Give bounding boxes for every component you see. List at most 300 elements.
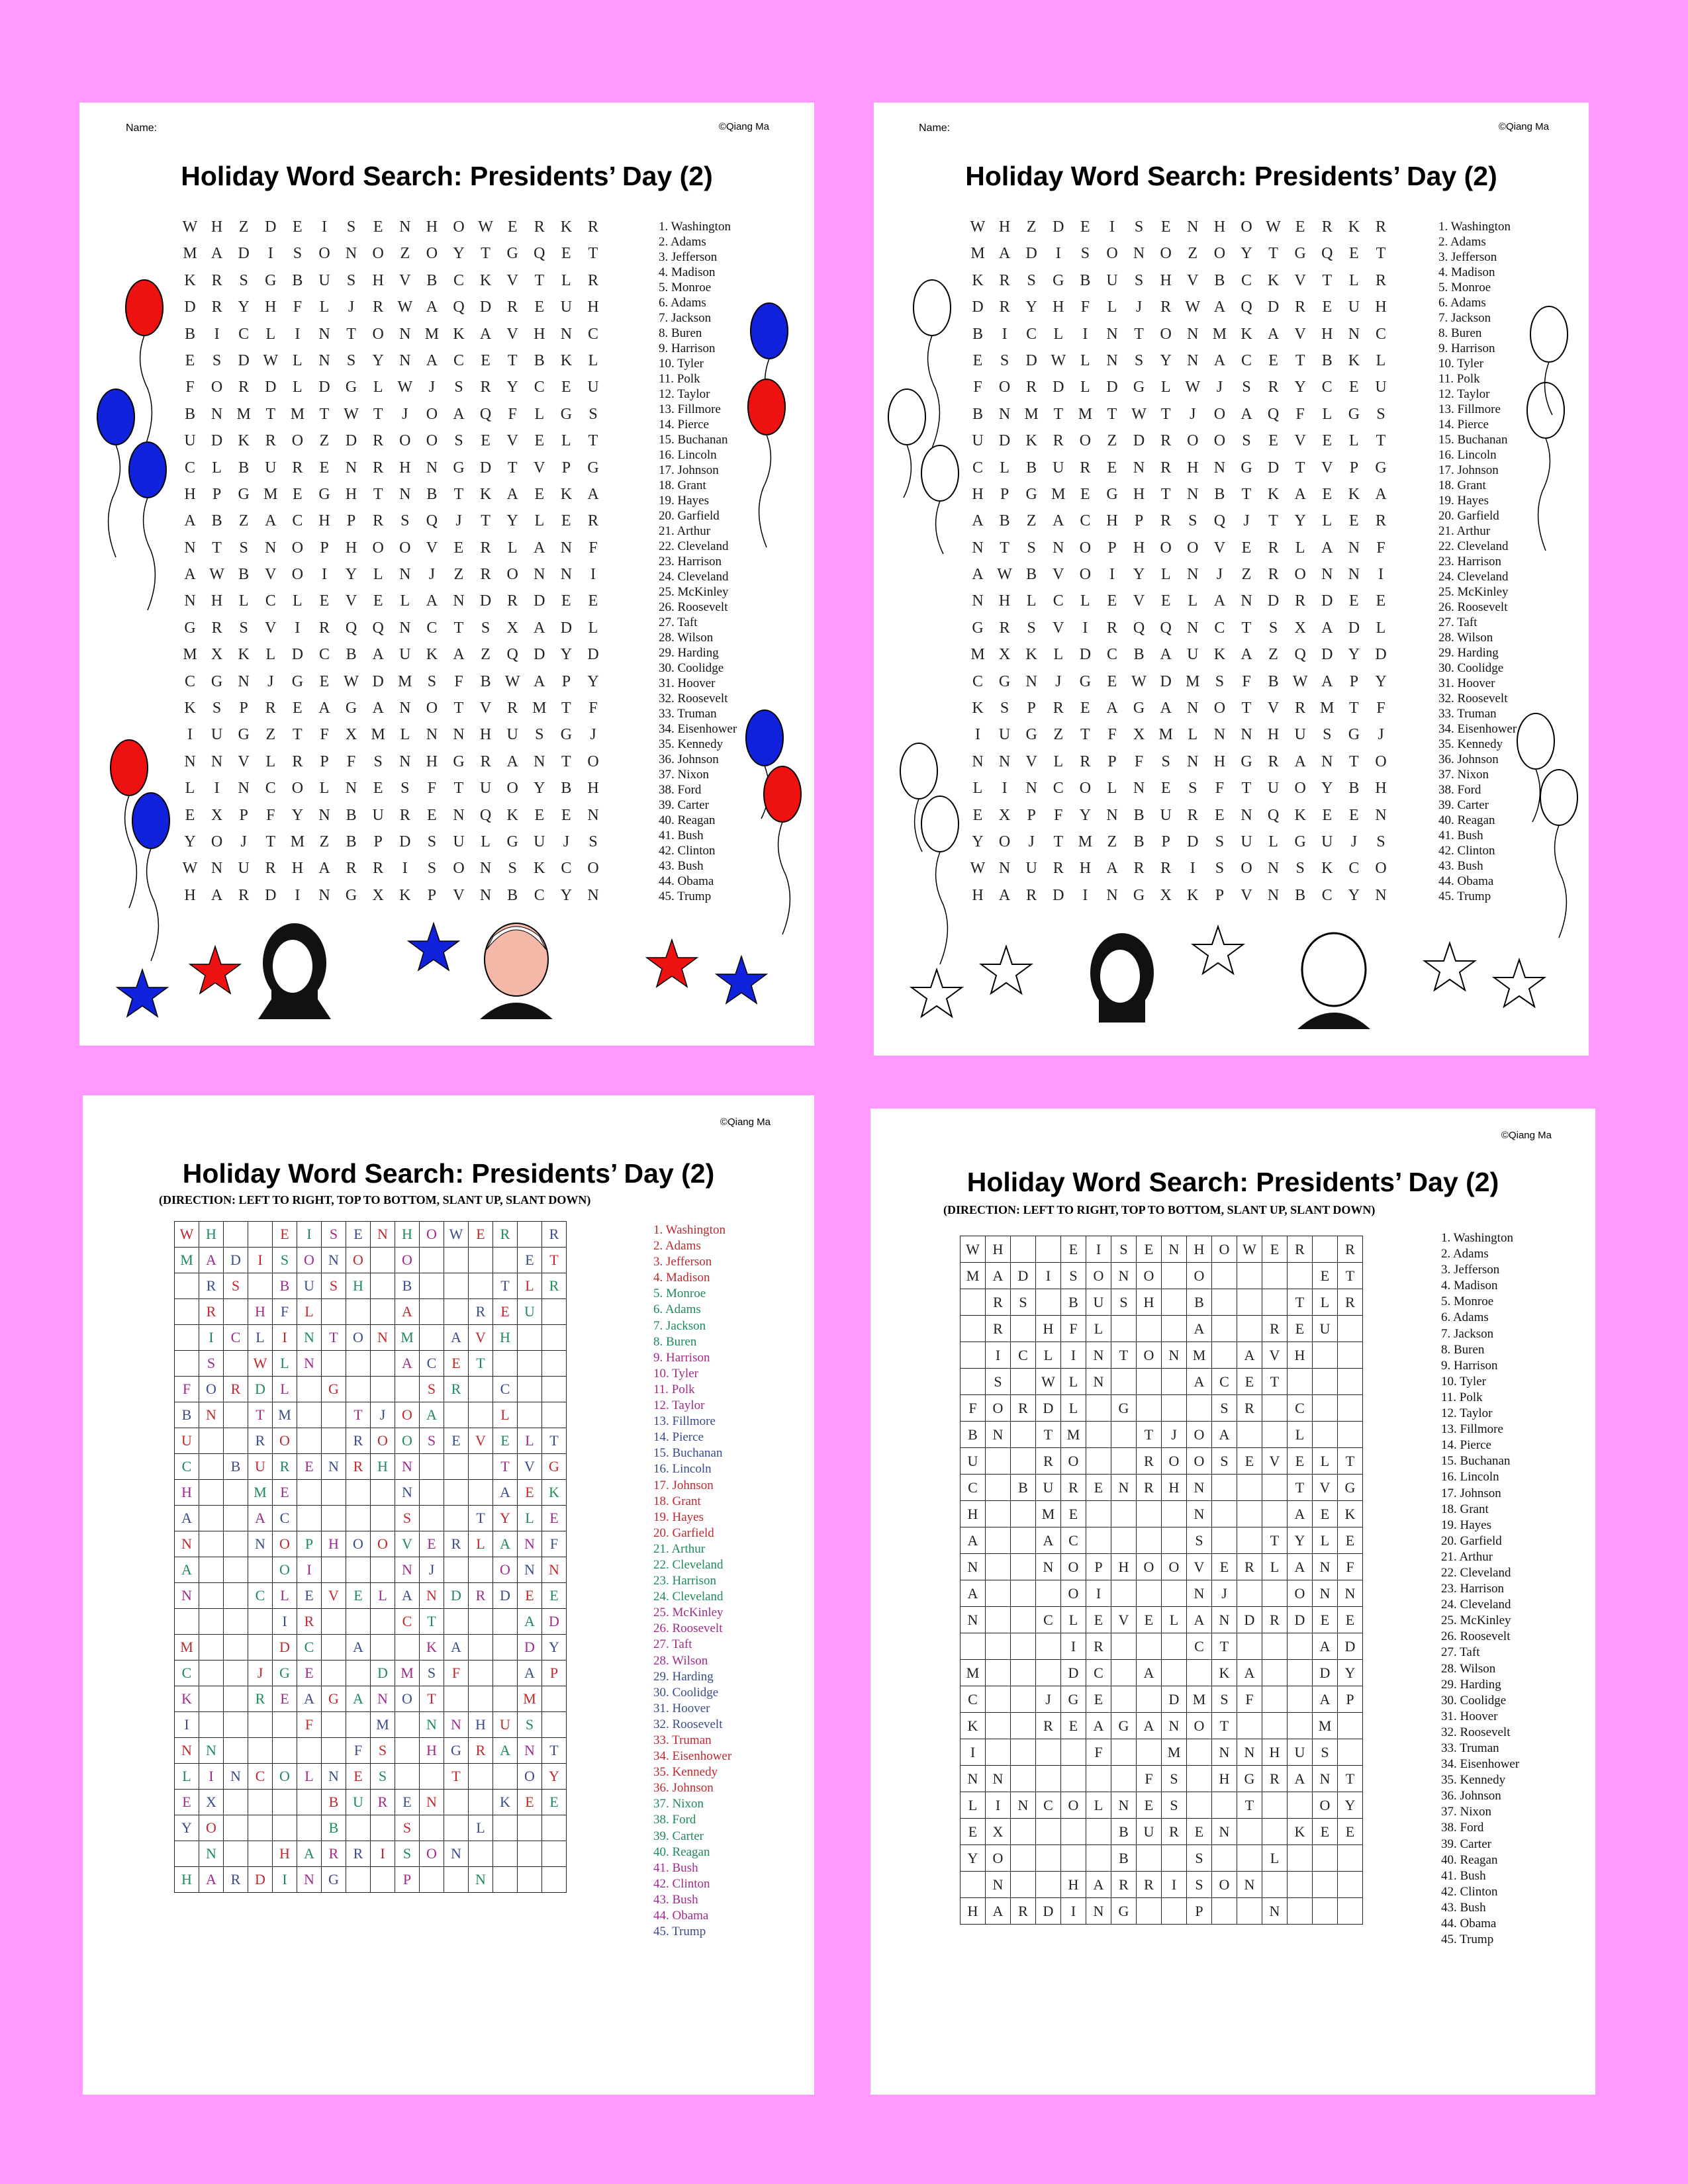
grid-letter: Q: [479, 405, 492, 423]
grid-letter: N: [1213, 726, 1226, 744]
answer-cell: [1036, 1580, 1061, 1607]
grid-letter: L: [293, 379, 303, 396]
answer-cell: A: [1288, 1501, 1313, 1527]
grid-letter: E: [185, 806, 195, 824]
grid-letter: S: [346, 351, 356, 369]
grid-letter: J: [1243, 512, 1250, 530]
grid-letter: A: [1267, 325, 1280, 343]
answer-cell: E: [518, 1480, 542, 1506]
answer-cell: [1237, 1475, 1262, 1501]
word-list-item: 11. Polk: [1438, 372, 1480, 386]
grid-letter: R: [1053, 860, 1064, 878]
grid-letter: B: [1348, 780, 1360, 797]
answer-cell: V: [1187, 1554, 1212, 1580]
answer-cell: Y: [961, 1845, 986, 1872]
grid-letter: R: [211, 271, 222, 289]
answer-cell: [1036, 1766, 1061, 1792]
grid-letter: N: [1025, 780, 1037, 797]
answer-cell: [1011, 1580, 1036, 1607]
answer-cell: N: [1187, 1501, 1212, 1527]
grid-letter: P: [1027, 806, 1036, 824]
word-list-item: 18. Grant: [1441, 1502, 1489, 1516]
grid-letter: N: [318, 351, 330, 369]
grid-letter: O: [426, 405, 438, 423]
grid-letter: V: [1294, 271, 1306, 289]
grid-letter: U: [1106, 271, 1118, 289]
balloon-icon: [888, 389, 925, 445]
answer-cell: F: [175, 1377, 199, 1402]
grid-letter: H: [587, 780, 599, 797]
grid-letter: I: [214, 325, 220, 343]
grid-letter: O: [506, 566, 518, 584]
answer-cell: G: [322, 1867, 346, 1893]
answer-cell: [444, 1454, 469, 1480]
word-list-item: 34. Eisenhower: [1438, 722, 1517, 736]
answer-cell: I: [1061, 1342, 1086, 1369]
grid-letter: A: [211, 886, 223, 904]
answer-cell: R: [1162, 1819, 1187, 1845]
grid-letter: T: [1376, 432, 1386, 450]
answer-cell: [273, 1815, 297, 1841]
answer-cell: I: [1086, 1236, 1111, 1263]
grid-letter: O: [372, 539, 384, 557]
word-list-item: 11. Polk: [659, 372, 700, 386]
grid-letter: M: [970, 245, 985, 263]
answer-cell: [346, 1351, 371, 1377]
answer-cell: [1187, 1792, 1212, 1819]
grid-letter: C: [534, 886, 545, 904]
grid-letter: B: [507, 886, 518, 904]
grid-letter: R: [1053, 700, 1064, 717]
answer-cell: L: [273, 1377, 297, 1402]
answer-cell: F: [1137, 1766, 1162, 1792]
word-list-item: 14. Pierce: [1441, 1438, 1491, 1453]
answer-cell: D: [1313, 1660, 1338, 1686]
grid-letter: H: [1160, 271, 1172, 289]
grid-letter: N: [399, 351, 411, 369]
answer-cell: M: [961, 1660, 986, 1686]
grid-letter: H: [265, 298, 277, 316]
grid-letter: N: [318, 325, 330, 343]
grid-letter: S: [1215, 833, 1225, 850]
answer-cell: T: [469, 1506, 493, 1531]
balloon-icon: [1527, 383, 1564, 438]
grid-letter: D: [372, 672, 384, 690]
grid-letter: N: [587, 886, 599, 904]
answer-cell: [493, 1764, 518, 1790]
grid-letter: W: [1051, 351, 1066, 369]
grid-letter: D: [1053, 886, 1064, 904]
word-list-item: 4. Madison: [1438, 265, 1495, 279]
answer-cell: R: [224, 1377, 248, 1402]
grid-letter: R: [507, 700, 518, 717]
grid-letter: N: [399, 325, 411, 343]
answer-cell: [1011, 1316, 1036, 1342]
answer-cell: T: [1288, 1475, 1313, 1501]
answer-cell: I: [297, 1557, 322, 1583]
answer-row: [961, 1448, 1363, 1475]
grid-letter: N: [318, 806, 330, 824]
answer-cell: [1338, 1422, 1363, 1448]
grid-letter: V: [265, 566, 277, 584]
grid-letter: U: [479, 780, 492, 797]
answer-cell: [1338, 1395, 1363, 1422]
answer-cell: [469, 1661, 493, 1686]
grid-letter: E: [1349, 512, 1359, 530]
answer-cell: [1011, 1845, 1036, 1872]
answer-cell: O: [297, 1248, 322, 1273]
grid-letter: O: [1187, 432, 1199, 450]
grid-letter: S: [1134, 351, 1144, 369]
answer-cell: [444, 1299, 469, 1325]
answer-cell: L: [297, 1764, 322, 1790]
answer-cell: U: [1086, 1289, 1111, 1316]
answer-cell: [1338, 1739, 1363, 1766]
answer-cell: A: [346, 1686, 371, 1712]
grid-letter: R: [1268, 752, 1279, 770]
answer-cell: Y: [1338, 1792, 1363, 1819]
answer-cell: O: [1212, 1236, 1237, 1263]
word-list-item: 1. Washington: [653, 1223, 726, 1237]
answer-cell: O: [986, 1395, 1011, 1422]
grid-letter: N: [345, 245, 357, 263]
grid-letter: B: [972, 405, 983, 423]
word-list-item: 10. Tyler: [1438, 357, 1483, 371]
grid-letter: N: [238, 780, 250, 797]
grid-letter: V: [345, 592, 357, 610]
grid-letter: C: [453, 271, 464, 289]
balloon-icon: [921, 445, 959, 501]
grid-letter: A: [534, 619, 545, 637]
answer-cell: B: [395, 1273, 420, 1299]
grid-letter: A: [426, 592, 438, 610]
grid-letter: R: [1080, 752, 1091, 770]
answer-cell: [1086, 1845, 1111, 1872]
answer-cell: E: [1187, 1819, 1212, 1845]
answer-cell: [1111, 1660, 1137, 1686]
grid-letter: Y: [587, 672, 599, 690]
answer-cell: [1338, 1316, 1363, 1342]
grid-letter: U: [1321, 833, 1333, 850]
answer-cell: [1011, 1501, 1036, 1527]
grid-letter: K: [426, 646, 438, 664]
answer-cell: C: [1086, 1660, 1111, 1686]
grid-letter: S: [1188, 780, 1197, 797]
grid-letter: U: [1348, 298, 1360, 316]
answer-cell: E: [273, 1480, 297, 1506]
grid-letter: K: [1241, 325, 1252, 343]
answer-cell: C: [1061, 1527, 1086, 1554]
answer-cell: L: [469, 1531, 493, 1557]
answer-cell: D: [1338, 1633, 1363, 1660]
answer-cell: [199, 1557, 224, 1583]
grid-letter: I: [267, 245, 273, 263]
grid-letter: N: [399, 700, 411, 717]
grid-letter: B: [1214, 271, 1225, 289]
answer-cell: E: [1313, 1263, 1338, 1289]
grid-letter: E: [427, 806, 437, 824]
grid-letter: G: [453, 459, 465, 477]
answer-cell: [1262, 1289, 1288, 1316]
grid-letter: N: [453, 806, 465, 824]
word-list-item: 26. Roosevelt: [1438, 600, 1508, 614]
answer-cell: N: [1187, 1580, 1212, 1607]
washington-portrait-icon: [480, 923, 553, 1019]
answer-cell: R: [493, 1222, 518, 1248]
answer-cell: C: [224, 1325, 248, 1351]
grid-letter: T: [265, 833, 276, 850]
word-list-item: 6. Adams: [653, 1302, 701, 1317]
word-list-item: 22. Cleveland: [659, 539, 729, 553]
grid-letter: N: [1025, 672, 1037, 690]
answer-cell: T: [1212, 1713, 1237, 1739]
answer-cell: O: [1212, 1872, 1237, 1898]
grid-letter: Z: [1053, 726, 1064, 744]
grid-letter: S: [400, 780, 410, 797]
grid-letter: S: [1376, 405, 1385, 423]
grid-letter: N: [211, 405, 223, 423]
answer-cell: S: [224, 1273, 248, 1299]
word-list-item: 9. Harrison: [653, 1350, 710, 1365]
grid-letter: S: [346, 271, 356, 289]
grid-letter: A: [318, 860, 330, 878]
answer-cell: [1288, 1713, 1313, 1739]
answer-cell: T: [542, 1738, 567, 1764]
grid-letter: T: [373, 405, 383, 423]
answer-cell: R: [1338, 1236, 1363, 1263]
grid-letter: R: [507, 298, 518, 316]
grid-letter: T: [1268, 245, 1278, 263]
word-list-item: 12. Taylor: [653, 1398, 705, 1413]
grid-letter: U: [1160, 806, 1172, 824]
answer-cell: A: [1313, 1633, 1338, 1660]
grid-letter: K: [1267, 271, 1280, 289]
answer-cell: O: [1187, 1448, 1212, 1475]
answer-cell: [224, 1531, 248, 1557]
grid-letter: C: [972, 459, 983, 477]
answer-cell: C: [1011, 1342, 1036, 1369]
answer-cell: A: [1187, 1607, 1212, 1633]
word-list-item: 37. Nixon: [659, 768, 709, 782]
answer-cell: N: [1162, 1236, 1187, 1263]
grid-letter: U: [1375, 379, 1387, 396]
grid-letter: S: [1242, 379, 1251, 396]
grid-letter: W: [997, 566, 1012, 584]
answer-row: [175, 1428, 567, 1454]
word-list-item: 27. Taft: [653, 1637, 692, 1652]
direction-text: (DIRECTION: LEFT TO RIGHT, TOP TO BOTTOM, SLANT UP, SLANT DOWN): [159, 1193, 591, 1206]
grid-letter: V: [426, 539, 438, 557]
grid-letter: S: [1134, 218, 1144, 236]
answer-cell: [961, 1316, 986, 1342]
answer-cell: [1288, 1845, 1313, 1872]
grid-letter: G: [506, 245, 518, 263]
answer-cell: [322, 1428, 346, 1454]
word-list-item: 10. Tyler: [659, 357, 704, 371]
answer-cell: A: [1212, 1422, 1237, 1448]
answer-row: [961, 1739, 1363, 1766]
answer-cell: [1237, 1289, 1262, 1316]
grid-letter: Q: [345, 619, 357, 637]
word-list-item: 17. Johnson: [659, 463, 719, 477]
grid-letter: Z: [1188, 245, 1198, 263]
grid-letter: R: [373, 298, 384, 316]
grid-letter: P: [320, 752, 329, 770]
grid-letter: V: [1053, 566, 1064, 584]
grid-letter: N: [426, 459, 438, 477]
grid-letter: Q: [453, 298, 465, 316]
answer-cell: [1237, 1501, 1262, 1527]
word-list-item: 21. Arthur: [1438, 524, 1491, 538]
grid-letter: E: [373, 780, 383, 797]
word-list-item: 14. Pierce: [653, 1430, 704, 1445]
answer-cell: [297, 1815, 322, 1841]
answer-cell: D: [1036, 1395, 1061, 1422]
grid-letter: N: [1321, 752, 1333, 770]
answer-cell: T: [1137, 1422, 1162, 1448]
grid-letter: D: [265, 379, 277, 396]
grid-letter: R: [265, 700, 276, 717]
grid-letter: B: [346, 806, 357, 824]
grid-letter: D: [972, 298, 984, 316]
grid-letter: X: [1160, 886, 1172, 904]
word-list-item: 42. Clinton: [1438, 844, 1495, 858]
answer-cell: [248, 1635, 273, 1661]
grid-letter: P: [1000, 485, 1009, 503]
grid-letter: T: [1241, 700, 1252, 717]
grid-letter: N: [184, 539, 196, 557]
grid-letter: Z: [1026, 218, 1037, 236]
answer-cell: [1061, 1766, 1086, 1792]
word-list-item: 31. Hoover: [1441, 1709, 1498, 1723]
word-list-item: 10. Tyler: [653, 1366, 698, 1381]
grid-letter: N: [560, 539, 573, 557]
grid-letter: G: [560, 405, 573, 423]
answer-cell: [199, 1661, 224, 1686]
answer-cell: [1187, 1660, 1212, 1686]
grid-letter: R: [1268, 539, 1279, 557]
answer-cell: [322, 1351, 346, 1377]
grid-letter: X: [998, 806, 1011, 824]
grid-letter: W: [504, 672, 520, 690]
answer-cell: W: [1036, 1369, 1061, 1395]
answer-cell: H: [493, 1325, 518, 1351]
answer-cell: M: [1036, 1501, 1061, 1527]
answer-cell: L: [273, 1351, 297, 1377]
grid-letter: Q: [534, 245, 545, 263]
grid-letter: O: [1375, 752, 1387, 770]
answer-cell: [199, 1531, 224, 1557]
answer-cell: [1162, 1395, 1187, 1422]
answer-cell: I: [1061, 1633, 1086, 1660]
answer-cell: N: [1111, 1475, 1137, 1501]
answer-cell: [224, 1506, 248, 1531]
answer-cell: C: [961, 1686, 986, 1713]
grid-letter: A: [1321, 539, 1333, 557]
grid-letter: I: [322, 566, 327, 584]
answer-row: [175, 1609, 567, 1635]
word-list-item: 20. Garfield: [659, 509, 720, 523]
answer-row: [175, 1841, 567, 1867]
grid-letter: F: [293, 298, 303, 316]
grid-letter: E: [1268, 432, 1278, 450]
grid-letter: I: [1055, 245, 1061, 263]
grid-letter: Z: [265, 726, 276, 744]
grid-letter: S: [239, 539, 248, 557]
answer-cell: [420, 1325, 444, 1351]
word-list-item: 29. Harding: [659, 646, 719, 660]
word-list-item: 26. Roosevelt: [659, 600, 728, 614]
grid-letter: G: [238, 485, 250, 503]
answer-cell: [1288, 1633, 1313, 1660]
grid-letter: A: [998, 886, 1011, 904]
answer-row: [175, 1273, 567, 1299]
answer-cell: [420, 1815, 444, 1841]
word-list-item: 28. Wilson: [659, 631, 714, 645]
answer-cell: [1262, 1422, 1288, 1448]
grid-letter: A: [1053, 512, 1064, 530]
grid-letter: N: [211, 752, 223, 770]
grid-letter: U: [184, 432, 196, 450]
grid-letter: O: [1213, 245, 1226, 263]
word-list: [653, 1222, 731, 1940]
grid-letter: E: [972, 351, 983, 369]
answer-cell: O: [1313, 1792, 1338, 1819]
grid-letter: D: [1267, 592, 1280, 610]
grid-letter: M: [290, 405, 305, 423]
grid-letter: F: [1215, 780, 1225, 797]
answer-cell: [1212, 1501, 1237, 1527]
grid-letter: M: [290, 833, 305, 850]
grid-letter: O: [506, 780, 518, 797]
grid-letter: H: [1267, 726, 1280, 744]
answer-cell: [1086, 1422, 1111, 1448]
answer-cell: [1338, 1369, 1363, 1395]
grid-letter: A: [506, 752, 518, 770]
worksheet-bw: [874, 103, 1589, 1056]
word-list-item: 30. Coolidge: [653, 1685, 719, 1700]
word-list-item: 2. Adams: [653, 1239, 701, 1253]
grid-letter: G: [1079, 672, 1092, 690]
answer-cell: P: [1187, 1898, 1212, 1925]
answer-cell: L: [518, 1273, 542, 1299]
answer-cell: O: [395, 1248, 420, 1273]
answer-cell: N: [518, 1738, 542, 1764]
lincoln-portrait-icon: [1090, 933, 1154, 1023]
grid-letter: O: [426, 700, 438, 717]
answer-cell: V: [469, 1325, 493, 1351]
word-list-item: 36. Johnson: [1441, 1789, 1501, 1803]
word-list-item: 4. Madison: [659, 265, 716, 279]
answer-cell: R: [444, 1531, 469, 1557]
grid-letter: Y: [291, 806, 304, 824]
word-list-item: 19. Hayes: [1438, 494, 1489, 508]
word-list-item: 45. Trump: [1441, 1933, 1494, 1947]
answer-cell: D: [1237, 1607, 1262, 1633]
answer-cell: N: [175, 1738, 199, 1764]
answer-cell: H: [371, 1454, 395, 1480]
answer-cell: [444, 1815, 469, 1841]
grid-letter: S: [481, 619, 491, 637]
copyright: ©Qiang Ma: [720, 1116, 771, 1128]
answer-cell: B: [961, 1422, 986, 1448]
grid-letter: L: [373, 379, 383, 396]
grid-letter: C: [265, 592, 276, 610]
answer-cell: [1162, 1845, 1187, 1872]
answer-cell: [1086, 1448, 1111, 1475]
word-list-item: 42. Clinton: [653, 1876, 710, 1891]
grid-letter: B: [1268, 672, 1279, 690]
